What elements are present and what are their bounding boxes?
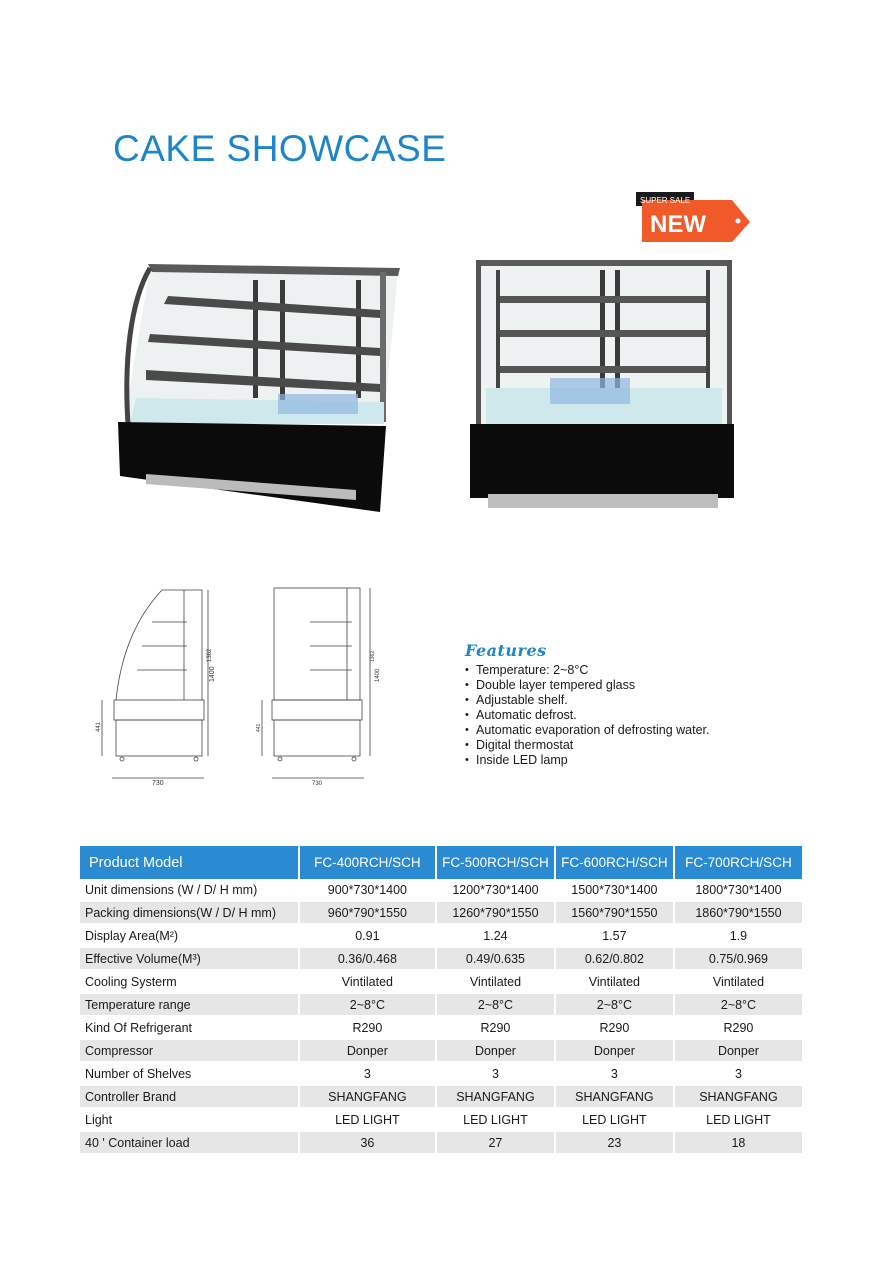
cell: 18 bbox=[675, 1132, 802, 1155]
row-label: Effective Volume(M³) bbox=[80, 948, 298, 971]
feature-item: • Adjustable shelf. bbox=[465, 693, 709, 708]
header-model: FC-600RCH/SCH bbox=[556, 846, 673, 879]
cell: R290 bbox=[675, 1017, 802, 1040]
table-row bbox=[80, 902, 802, 925]
features-heading: Features bbox=[465, 641, 547, 660]
table-row bbox=[80, 1063, 802, 1086]
cell: SHANGFANG bbox=[437, 1086, 554, 1109]
cell: 23 bbox=[556, 1132, 673, 1155]
cell: 3 bbox=[675, 1063, 802, 1086]
cell: LED LIGHT bbox=[556, 1109, 673, 1132]
row-label: Temperature range bbox=[80, 994, 298, 1017]
cell: 1560*790*1550 bbox=[556, 902, 673, 925]
table-row bbox=[80, 971, 802, 994]
cell: Donper bbox=[556, 1040, 673, 1063]
cell: 2~8°C bbox=[675, 994, 802, 1017]
straight-showcase-drawing bbox=[252, 582, 392, 790]
cell: SHANGFANG bbox=[556, 1086, 673, 1109]
badge-top-label: SUPER SALE bbox=[640, 196, 691, 205]
feature-item: • Double layer tempered glass bbox=[465, 678, 709, 693]
cell: 1860*790*1550 bbox=[675, 902, 802, 925]
page-title: CAKE SHOWCASE bbox=[113, 128, 447, 169]
straight-showcase-photo bbox=[470, 258, 736, 512]
row-label: Kind Of Refrigerant bbox=[80, 1017, 298, 1040]
cell: SHANGFANG bbox=[300, 1086, 435, 1109]
cell: 3 bbox=[556, 1063, 673, 1086]
feature-item: • Digital thermostat bbox=[465, 738, 709, 753]
cell: 2~8°C bbox=[437, 994, 554, 1017]
cell: 3 bbox=[437, 1063, 554, 1086]
curved-width-label: 730 bbox=[152, 780, 164, 787]
table-row bbox=[80, 1040, 802, 1063]
cell: 1.9 bbox=[675, 925, 802, 948]
table-row bbox=[80, 1017, 802, 1040]
cell: 900*730*1400 bbox=[300, 879, 435, 902]
cell: 0.49/0.635 bbox=[437, 948, 554, 971]
cell: Vintilated bbox=[556, 971, 673, 994]
cell: SHANGFANG bbox=[675, 1086, 802, 1109]
badge-main-label: NEW bbox=[650, 211, 706, 238]
cell: LED LIGHT bbox=[300, 1109, 435, 1132]
row-label: Light bbox=[80, 1109, 298, 1132]
cell: 2~8°C bbox=[556, 994, 673, 1017]
cell: R290 bbox=[556, 1017, 673, 1040]
cell: 1.57 bbox=[556, 925, 673, 948]
features-list bbox=[465, 663, 709, 768]
cell: 3 bbox=[300, 1063, 435, 1086]
straight-width-label: 730 bbox=[312, 781, 323, 787]
curved-height-total-label: 1400 bbox=[209, 666, 216, 682]
cell: Donper bbox=[675, 1040, 802, 1063]
straight-height-total-label: 1400 bbox=[375, 668, 381, 682]
table-row bbox=[80, 948, 802, 971]
table-row bbox=[80, 1109, 802, 1132]
feature-item: • Automatic defrost. bbox=[465, 708, 709, 723]
row-label: Display Area(M²) bbox=[80, 925, 298, 948]
features-section bbox=[465, 641, 709, 768]
curved-showcase-drawing bbox=[92, 582, 222, 790]
cell: 0.75/0.969 bbox=[675, 948, 802, 971]
cell: 36 bbox=[300, 1132, 435, 1155]
table-row bbox=[80, 925, 802, 948]
curved-showcase-photo bbox=[118, 262, 400, 517]
cell: 0.91 bbox=[300, 925, 435, 948]
cell: Vintilated bbox=[437, 971, 554, 994]
cell: 0.36/0.468 bbox=[300, 948, 435, 971]
cell: LED LIGHT bbox=[437, 1109, 554, 1132]
spec-table bbox=[78, 846, 804, 1155]
cell: 1800*730*1400 bbox=[675, 879, 802, 902]
cell: LED LIGHT bbox=[675, 1109, 802, 1132]
cell: 1.24 bbox=[437, 925, 554, 948]
cell: 960*790*1550 bbox=[300, 902, 435, 925]
table-header-row bbox=[80, 846, 802, 879]
row-label: Controller Brand bbox=[80, 1086, 298, 1109]
new-sale-badge bbox=[634, 192, 752, 244]
cell: 1200*730*1400 bbox=[437, 879, 554, 902]
curved-height-inner-label: 1362 bbox=[207, 648, 213, 662]
cell: Donper bbox=[437, 1040, 554, 1063]
row-label: Compressor bbox=[80, 1040, 298, 1063]
table-row bbox=[80, 879, 802, 902]
row-label: Cooling Systerm bbox=[80, 971, 298, 994]
feature-item: • Automatic evaporation of defrosting water. bbox=[465, 723, 709, 738]
row-label: Unit dimensions (W / D/ H mm) bbox=[80, 879, 298, 902]
cell: 0.62/0.802 bbox=[556, 948, 673, 971]
feature-item: • Temperature: 2~8°C bbox=[465, 663, 709, 678]
table-row bbox=[80, 1132, 802, 1155]
cell: R290 bbox=[437, 1017, 554, 1040]
row-label: Number of Shelves bbox=[80, 1063, 298, 1086]
header-model: FC-500RCH/SCH bbox=[437, 846, 554, 879]
cell: Vintilated bbox=[300, 971, 435, 994]
straight-base-label: 441 bbox=[256, 723, 262, 732]
cell: 27 bbox=[437, 1132, 554, 1155]
feature-item: • Inside LED lamp bbox=[465, 753, 709, 768]
cell: 1260*790*1550 bbox=[437, 902, 554, 925]
header-model: FC-400RCH/SCH bbox=[300, 846, 435, 879]
cell: Vintilated bbox=[675, 971, 802, 994]
cell: 1500*730*1400 bbox=[556, 879, 673, 902]
row-label: 40 ' Container load bbox=[80, 1132, 298, 1155]
table-row bbox=[80, 1086, 802, 1109]
header-model: FC-700RCH/SCH bbox=[675, 846, 802, 879]
row-label: Packing dimensions(W / D/ H mm) bbox=[80, 902, 298, 925]
cell: 2~8°C bbox=[300, 994, 435, 1017]
straight-height-inner-label: 1362 bbox=[370, 650, 376, 662]
table-row bbox=[80, 994, 802, 1017]
header-product-model: Product Model bbox=[80, 846, 298, 879]
cell: Donper bbox=[300, 1040, 435, 1063]
curved-base-label: 441 bbox=[96, 721, 102, 732]
cell: R290 bbox=[300, 1017, 435, 1040]
